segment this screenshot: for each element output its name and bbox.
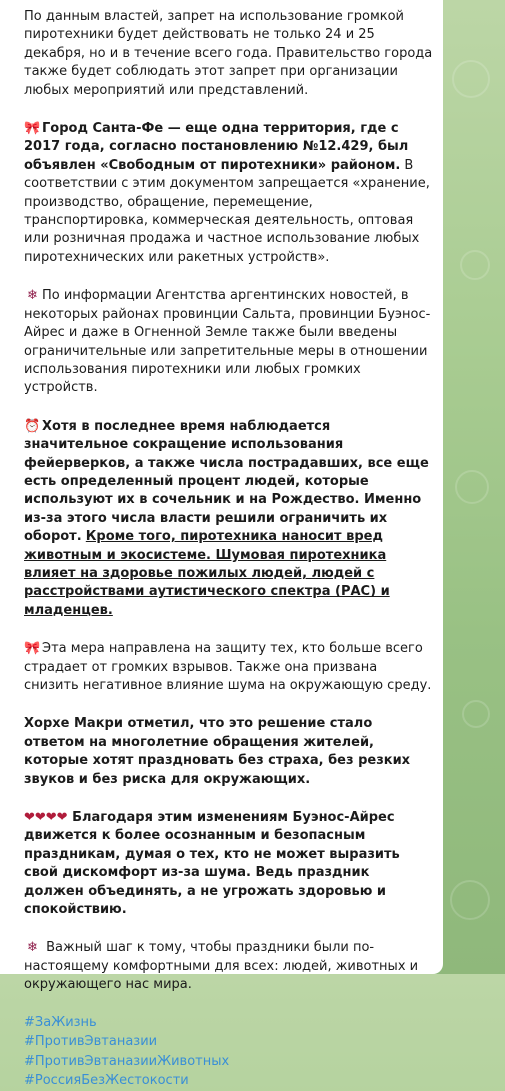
message-paragraph-6 xyxy=(24,715,433,789)
paragraph-bold-text: Хотя в последнее время наблюдается значительное сокращение использования фейерверков, а также числа пострадавших, все еще есть определенный процент людей, которые используют их в сочельник и на Рождество. Именно из-за этого числа власти решили ограничить их оборот. xyxy=(24,418,429,545)
paragraph-text: По информации Агентства аргентинских новостей, в некоторых районах провинции Сальта, провинции Буэнос-Айрес и даже в Огненной Земле также были введены ограничительные или запретительные меры в отношении использования пиротехники или любых громких устройств. xyxy=(24,288,431,396)
ribbon-bow-icon: 🎀 xyxy=(24,121,41,137)
paragraph-text: Эта мера направлена на защиту тех, кто больше всего страдает от громких взрывов. Также она призвана снизить негативное влияние шума на окружающую среду. xyxy=(24,641,432,693)
background-doodle xyxy=(452,60,490,98)
hashtag-link[interactable]: #ПротивЭвтаназии xyxy=(24,1034,158,1050)
underlined-text: Кроме того, пиротехника наносит вред животным и экосистеме. Шумовая пиротехника влияет на здоровье пожилых людей, людей с расстройствами аутистического спектра (РАС) и младенцев. xyxy=(24,529,390,618)
snowflake-icon: ❄ xyxy=(27,940,38,956)
alarm-clock-icon: ⏰ xyxy=(24,418,41,434)
background-doodle xyxy=(455,470,489,504)
paragraph-text: По данным властей, запрет на использование громкой пиротехники будет действовать не только 24 и 25 декабря, но и в течение всего года. Правительство города также будет соблюдать этот запрет при организации любых мероприятий или представлений. xyxy=(24,9,433,98)
paragraph-bold-text: Благодаря этим изменениям Буэнос-Айрес движется к более осознанным и безопасным праздникам, думая о тех, кто не может выразить свой дискомфорт из-за шума. Ведь праздник должен объединять, а не угрожать здоровью и спокойствию. xyxy=(24,810,400,918)
hashtag-list xyxy=(24,1013,433,1091)
ribbon-bow-icon: 🎀 xyxy=(24,641,41,657)
background-doodle xyxy=(462,700,490,728)
paragraph-text: В соответствии с этим документом запрещается «хранение, производство, обращение, перемещение, транспортировка, коммерческая деятельность, оптовая или розничная продажа и частное использование любых пиротехнических или ракетных устройств». xyxy=(24,157,430,265)
message-paragraph-1 xyxy=(24,8,433,100)
snowflake-icon: ❄ xyxy=(27,288,38,304)
hashtag-link[interactable]: #ПротивЭвтаназииЖивотных xyxy=(24,1053,230,1069)
background-doodle xyxy=(460,250,490,280)
message-paragraph-7 xyxy=(24,809,433,919)
message-paragraph-3 xyxy=(24,287,433,397)
message-paragraph-8 xyxy=(24,939,433,994)
paragraph-bold-text: Хорхе Макри отметил, что это решение стало ответом на многолетние обращения жителей, которые хотят праздновать без страха, без резких звуков и без риска для окружающих. xyxy=(24,716,411,787)
message-paragraph-5 xyxy=(24,640,433,695)
paragraph-bold-text: Город Санта-Фе — еще одна территория, где с 2017 года, согласно постановлению №12.429, был объявлен «Свободным от пиротехники» районом. xyxy=(24,121,409,173)
heart-icon: ❤❤❤❤ xyxy=(24,810,68,826)
hashtag-link[interactable]: #ЗаЖизнь xyxy=(24,1014,97,1030)
message-paragraph-2 xyxy=(24,120,433,267)
message-paragraph-4 xyxy=(24,418,433,620)
hashtag-link[interactable]: #РоссияБезЖестокости xyxy=(24,1073,189,1089)
background-doodle xyxy=(450,880,490,920)
paragraph-text: Важный шаг к тому, чтобы праздники были по-настоящему комфортными для всех: людей, животных и окружающего нас мира. xyxy=(24,940,419,993)
